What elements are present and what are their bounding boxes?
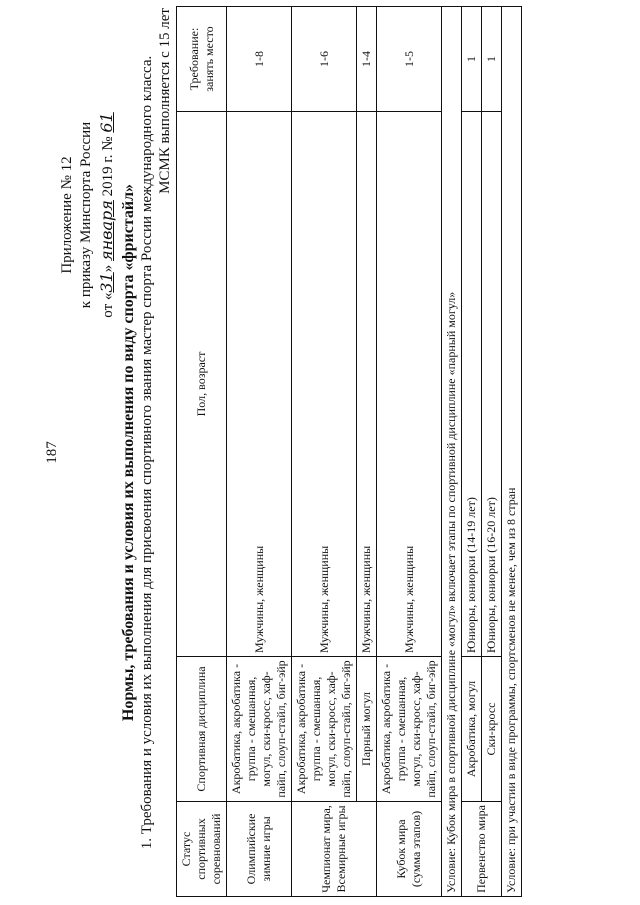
appendix-day: 31 <box>97 272 116 293</box>
appendix-date-prefix: от « <box>100 292 116 318</box>
table-row <box>482 7 502 897</box>
cell-place: 1-4 <box>357 7 377 112</box>
table-row <box>292 7 357 897</box>
condition-countries: Условие: при участии в виде программы, спортсменов не менее, чем из 8 стран <box>502 7 522 897</box>
cell-place: 1 <box>462 7 482 112</box>
table-header-row <box>177 7 227 897</box>
page-number: 187 <box>44 441 60 464</box>
cell-gender: Мужчины, женщины <box>377 112 442 657</box>
norms-table <box>176 6 522 897</box>
cell-discipline: Акробатика, акробатика - группа - смешанная, могул, ски-кросс, хаф-пайп, слоуп-стайл, биг-эйр <box>292 657 357 802</box>
cell-gender: Юниоры, юниорки (14-19 лет) <box>462 112 482 657</box>
condition-world-cup: Условие: Кубок мира в спортивной дисциплине «могул» включает этапы по спортивной дисциплине «парный могул» <box>442 7 462 897</box>
cell-discipline: Парный могул <box>357 657 377 802</box>
document-title: Нормы, требования и условия их выполнения по виду спорта «фристайл» <box>120 183 137 722</box>
table-row <box>357 7 377 897</box>
cell-discipline: Акробатика, акробатика - группа - смешанная, могул, ски-кросс, хаф-пайп, слоуп-стайл, биг-эйр <box>227 657 292 802</box>
cell-place: 1-8 <box>227 7 292 112</box>
msmk-age-note: МСМК выполняется с 15 лет <box>157 8 173 194</box>
header-place: Требование: занять место <box>177 7 227 112</box>
appendix-date-mid: » <box>100 264 116 273</box>
appendix-number: 61 <box>97 112 116 133</box>
cell-discipline: Акробатика, могул <box>462 657 482 802</box>
cell-gender: Мужчины, женщины <box>292 112 357 657</box>
cell-status: Первенство мира <box>462 802 502 897</box>
header-gender-age: Пол, возраст <box>177 112 227 657</box>
appendix-year: 2019 г. № <box>100 136 116 197</box>
cell-status: Кубок мира (сумма этапов) <box>377 802 442 897</box>
cell-discipline: Ски-кросс <box>482 657 502 802</box>
cell-place: 1-6 <box>292 7 357 112</box>
appendix-order: к приказу Минспорта России <box>78 121 94 309</box>
cell-gender: Юниоры, юниорки (16-20 лет) <box>482 112 502 657</box>
cell-place: 1 <box>482 7 502 112</box>
table-row <box>462 7 482 897</box>
appendix-title: Приложение № 12 <box>59 156 75 274</box>
table-row <box>227 7 292 897</box>
header-status: Статус спортивных соревнований <box>177 802 227 897</box>
table-condition-row <box>502 7 522 897</box>
appendix-month: января <box>97 200 116 261</box>
cell-discipline: Акробатика, акробатика - группа - смешанная, могул, ски-кросс, хаф-пайп, слоуп-стайл, биг-эйр <box>377 657 442 802</box>
cell-status: Олимпийские зимние игры <box>227 802 292 897</box>
cell-gender: Мужчины, женщины <box>357 112 377 657</box>
table-condition-row <box>442 7 462 897</box>
header-discipline: Спортивная дисциплина <box>177 657 227 802</box>
appendix-date <box>97 65 118 365</box>
cell-status: Чемпионат мира, Всемирные игры <box>292 802 377 897</box>
cell-gender: Мужчины, женщины <box>227 112 292 657</box>
requirement-heading: 1. Требования и условия их выполнения для присвоения спортивного звания мастер спорта России международного класса. <box>139 55 155 850</box>
table-row <box>377 7 442 897</box>
cell-place: 1-5 <box>377 7 442 112</box>
